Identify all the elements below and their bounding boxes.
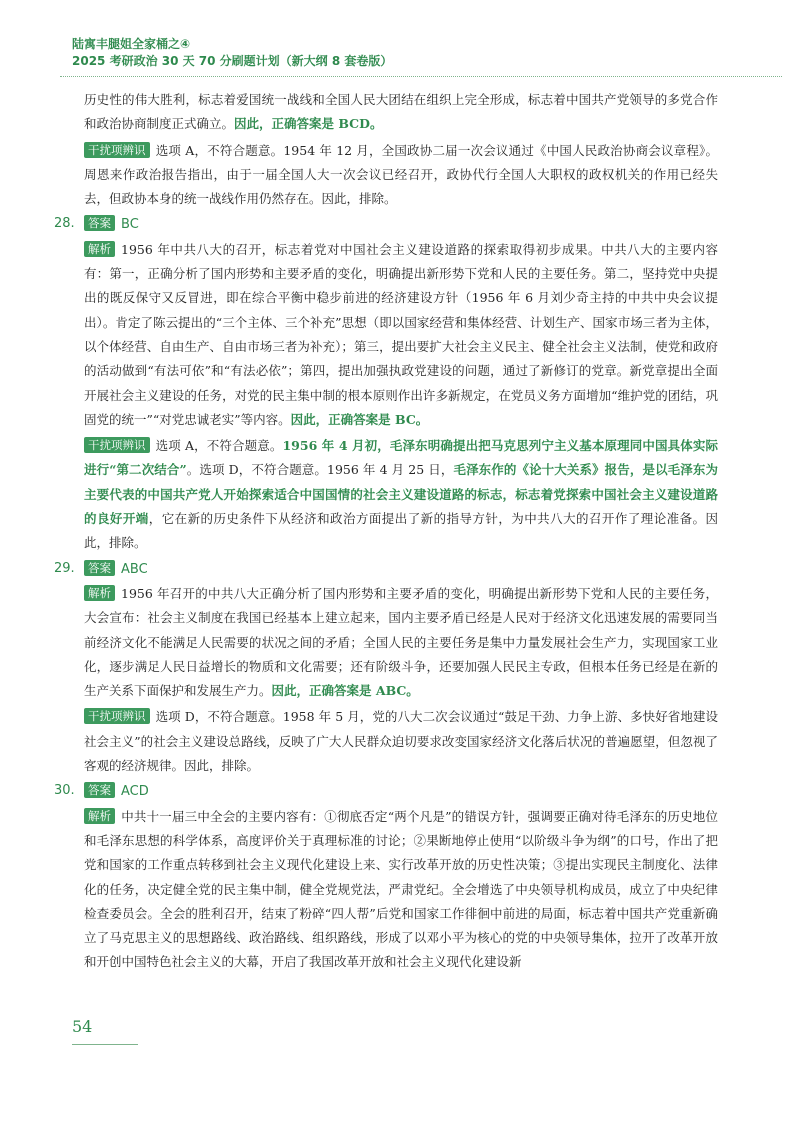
answer-value: ACD bbox=[121, 784, 149, 800]
distractor-tag: 干扰项辨识 bbox=[84, 142, 150, 158]
analysis-paragraph: 解析 中共十一届三中全会的主要内容有：①彻底否定“两个凡是”的错误方针，强调要正确对待毛泽东的历史地位和毛泽东思想的科学体系，高度评价关于真理标准的讨论；②果断地停止使用“以阶级斗争为纲”的口号，作出了把党和国家的工作重点转移到社会主义现代化建设上来、实行改革开放的历史性决策；③提出实现民主制度化、法律化的任务，决定健全党的民主集中制，健全党规党法，严肃党纪。全会增选了中央领导机构成员，成立了中央纪律检查委员会。全会的胜利召开，结束了粉碎“四人帮”后党和国家工作徘徊中前进的局面，标志着中国共产党重新确立了马克思主义的思想路线、政治路线、组织路线，形成了以邓小平为核心的党的中央领导集体，拉开了改革开放和开创中国特色社会主义的大幕，开启了我国改革开放和社会主义现代化建设新 bbox=[84, 808, 718, 970]
question-number: 30. bbox=[54, 783, 75, 799]
distractor-tag: 干扰项辨识 bbox=[84, 437, 150, 453]
header-divider bbox=[60, 76, 782, 77]
running-header bbox=[72, 36, 392, 70]
header-series-title: 陆寓丰腿姐全家桶之④ bbox=[72, 37, 191, 51]
answer-line bbox=[84, 212, 718, 237]
distractor-highlight: 1956 年 4 月初，毛泽东明确提出把马克思列宁主义基本原理同中国具体实际进行“第二次结合” bbox=[84, 438, 718, 478]
analysis-tag: 解析 bbox=[84, 808, 115, 824]
distractor-tag: 干扰项辨识 bbox=[84, 708, 150, 724]
distractor-paragraph: 干扰项辨识 选项 D，不符合题意。1958 年 5 月，党的八大二次会议通过“鼓足干劲、力争上游、多快好省地建设社会主义”的社会主义建设总路线，反映了广大人民群众迫切要求改变国家经济文化落后状况的普遍愿望，但忽视了客观的经济规律。因此，排除。 bbox=[84, 709, 718, 774]
analysis-paragraph: 解析 1956 年召开的中共八大正确分析了国内形势和主要矛盾的变化，明确提出新形势下党和人民的主要任务，大会宣布：社会主义制度在我国已经基本上建立起来，国内主要矛盾已经是人民对于经济文化迅速发展的需要同当前经济文化不能满足人民需要的状况之间的矛盾；全国人民的主要任务是集中力量发展社会生产力，实现国家工业化，逐步满足人民日益增长的物质和文化需要；还有阶级斗争，还要加强人民民主专政，但根本任务已经是在新的生产关系下面保护和发展生产力。因此，正确答案是 ABC。 bbox=[84, 585, 718, 699]
intro-conclusion: 因此，正确答案是 BCD。 bbox=[234, 116, 383, 132]
answer-line bbox=[84, 557, 718, 582]
intro-paragraph: 历史性的伟大胜利，标志着爱国统一战线和全国人民大团结在组织上完全形成，标志着中国共产党领导的多党合作和政治协商制度正式确立。因此，正确答案是 BCD。 bbox=[84, 92, 718, 132]
question-number: 29. bbox=[54, 560, 75, 576]
page-content bbox=[54, 88, 718, 975]
question-30 bbox=[54, 779, 718, 974]
intro-distractor: 干扰项辨识 选项 A，不符合题意。1954 年 12 月，全国政协二届一次会议通过《中国人民政治协商会议章程》。周恩来作政治报告指出，由于一届全国人大一次会议已经召开，政协代行全国人大职权的政权机关的作用已经失去，但政协本身的统一战线作用仍然存在。因此，排除。 bbox=[84, 142, 718, 207]
footer-divider bbox=[72, 1044, 138, 1045]
answer-tag: 答案 bbox=[84, 560, 115, 576]
answer-value: BC bbox=[121, 217, 139, 233]
answer-tag: 答案 bbox=[84, 215, 115, 231]
analysis-conclusion: 因此，正确答案是 BC。 bbox=[290, 411, 429, 427]
distractor-highlight: 毛泽东作的《论十大关系》报告，是以毛泽东为主要代表的中国共产党人开始探索适合中国国情的社会主义建设道路的标志，标志着党探索中国社会主义建设道路的良好开端 bbox=[84, 462, 718, 527]
analysis-tag: 解析 bbox=[84, 585, 115, 601]
answer-tag: 答案 bbox=[84, 782, 115, 798]
answer-line bbox=[84, 779, 718, 804]
header-book-title: 2025 考研政治 30 天 70 分刷题计划（新大纲 8 套卷版） bbox=[72, 54, 393, 68]
page-number: 54 bbox=[72, 1017, 93, 1036]
analysis-tag: 解析 bbox=[84, 241, 115, 257]
analysis-paragraph: 解析 1956 年中共八大的召开，标志着党对中国社会主义建设道路的探索取得初步成果。中共八大的主要内容有：第一，正确分析了国内形势和主要矛盾的变化，明确提出新形势下党和人民的主要任务。第二，坚持党中央提出的既反保守又反冒进，即在综合平衡中稳步前进的经济建设方针（1956 年 6 月刘少奇主持的中共中央会议提出）。肯定了陈云提出的“三个主体、三个补充”思想（即以国家经营和集体经营、计划生产、国家市场三者为主体，以个体经营、自由生产、自由市场三者为补充）；第三，提出要扩大社会主义民主、健全社会主义法制，使党和政府的活动做到“有法可依”和“有法必依”；第四，提出加强执政党建设的问题，通过了新修订的党章。新党章提出全面开展社会主义建设的任务，对党的民主集中制的根本原则作出许多新规定，在党员义务方面增加“维护党的团结，巩固党的统一”“对党忠诚老实”等内容。因此，正确答案是 BC。 bbox=[84, 241, 718, 427]
distractor-paragraph: 干扰项辨识 选项 A，不符合题意。1956 年 4 月初，毛泽东明确提出把马克思列宁主义基本原理同中国具体实际进行“第二次结合”。选项 D，不符合题意。1956 年 4 月 25 日，毛泽东作的《论十大关系》报告，是以毛泽东为主要代表的中国共产党人开始探索适合中国国情的社会主义建设道路的标志，标志着党探索中国社会主义建设道路的良好开端，它在新的历史条件下从经济和政治方面提出了新的指导方针，为中共八大的召开作了理论准备。因此，排除。 bbox=[84, 438, 718, 551]
question-28 bbox=[54, 212, 718, 555]
analysis-conclusion: 因此，正确答案是 ABC。 bbox=[271, 683, 419, 699]
answer-value: ABC bbox=[121, 561, 148, 577]
question-number: 28. bbox=[54, 216, 75, 232]
question-29 bbox=[54, 557, 718, 779]
